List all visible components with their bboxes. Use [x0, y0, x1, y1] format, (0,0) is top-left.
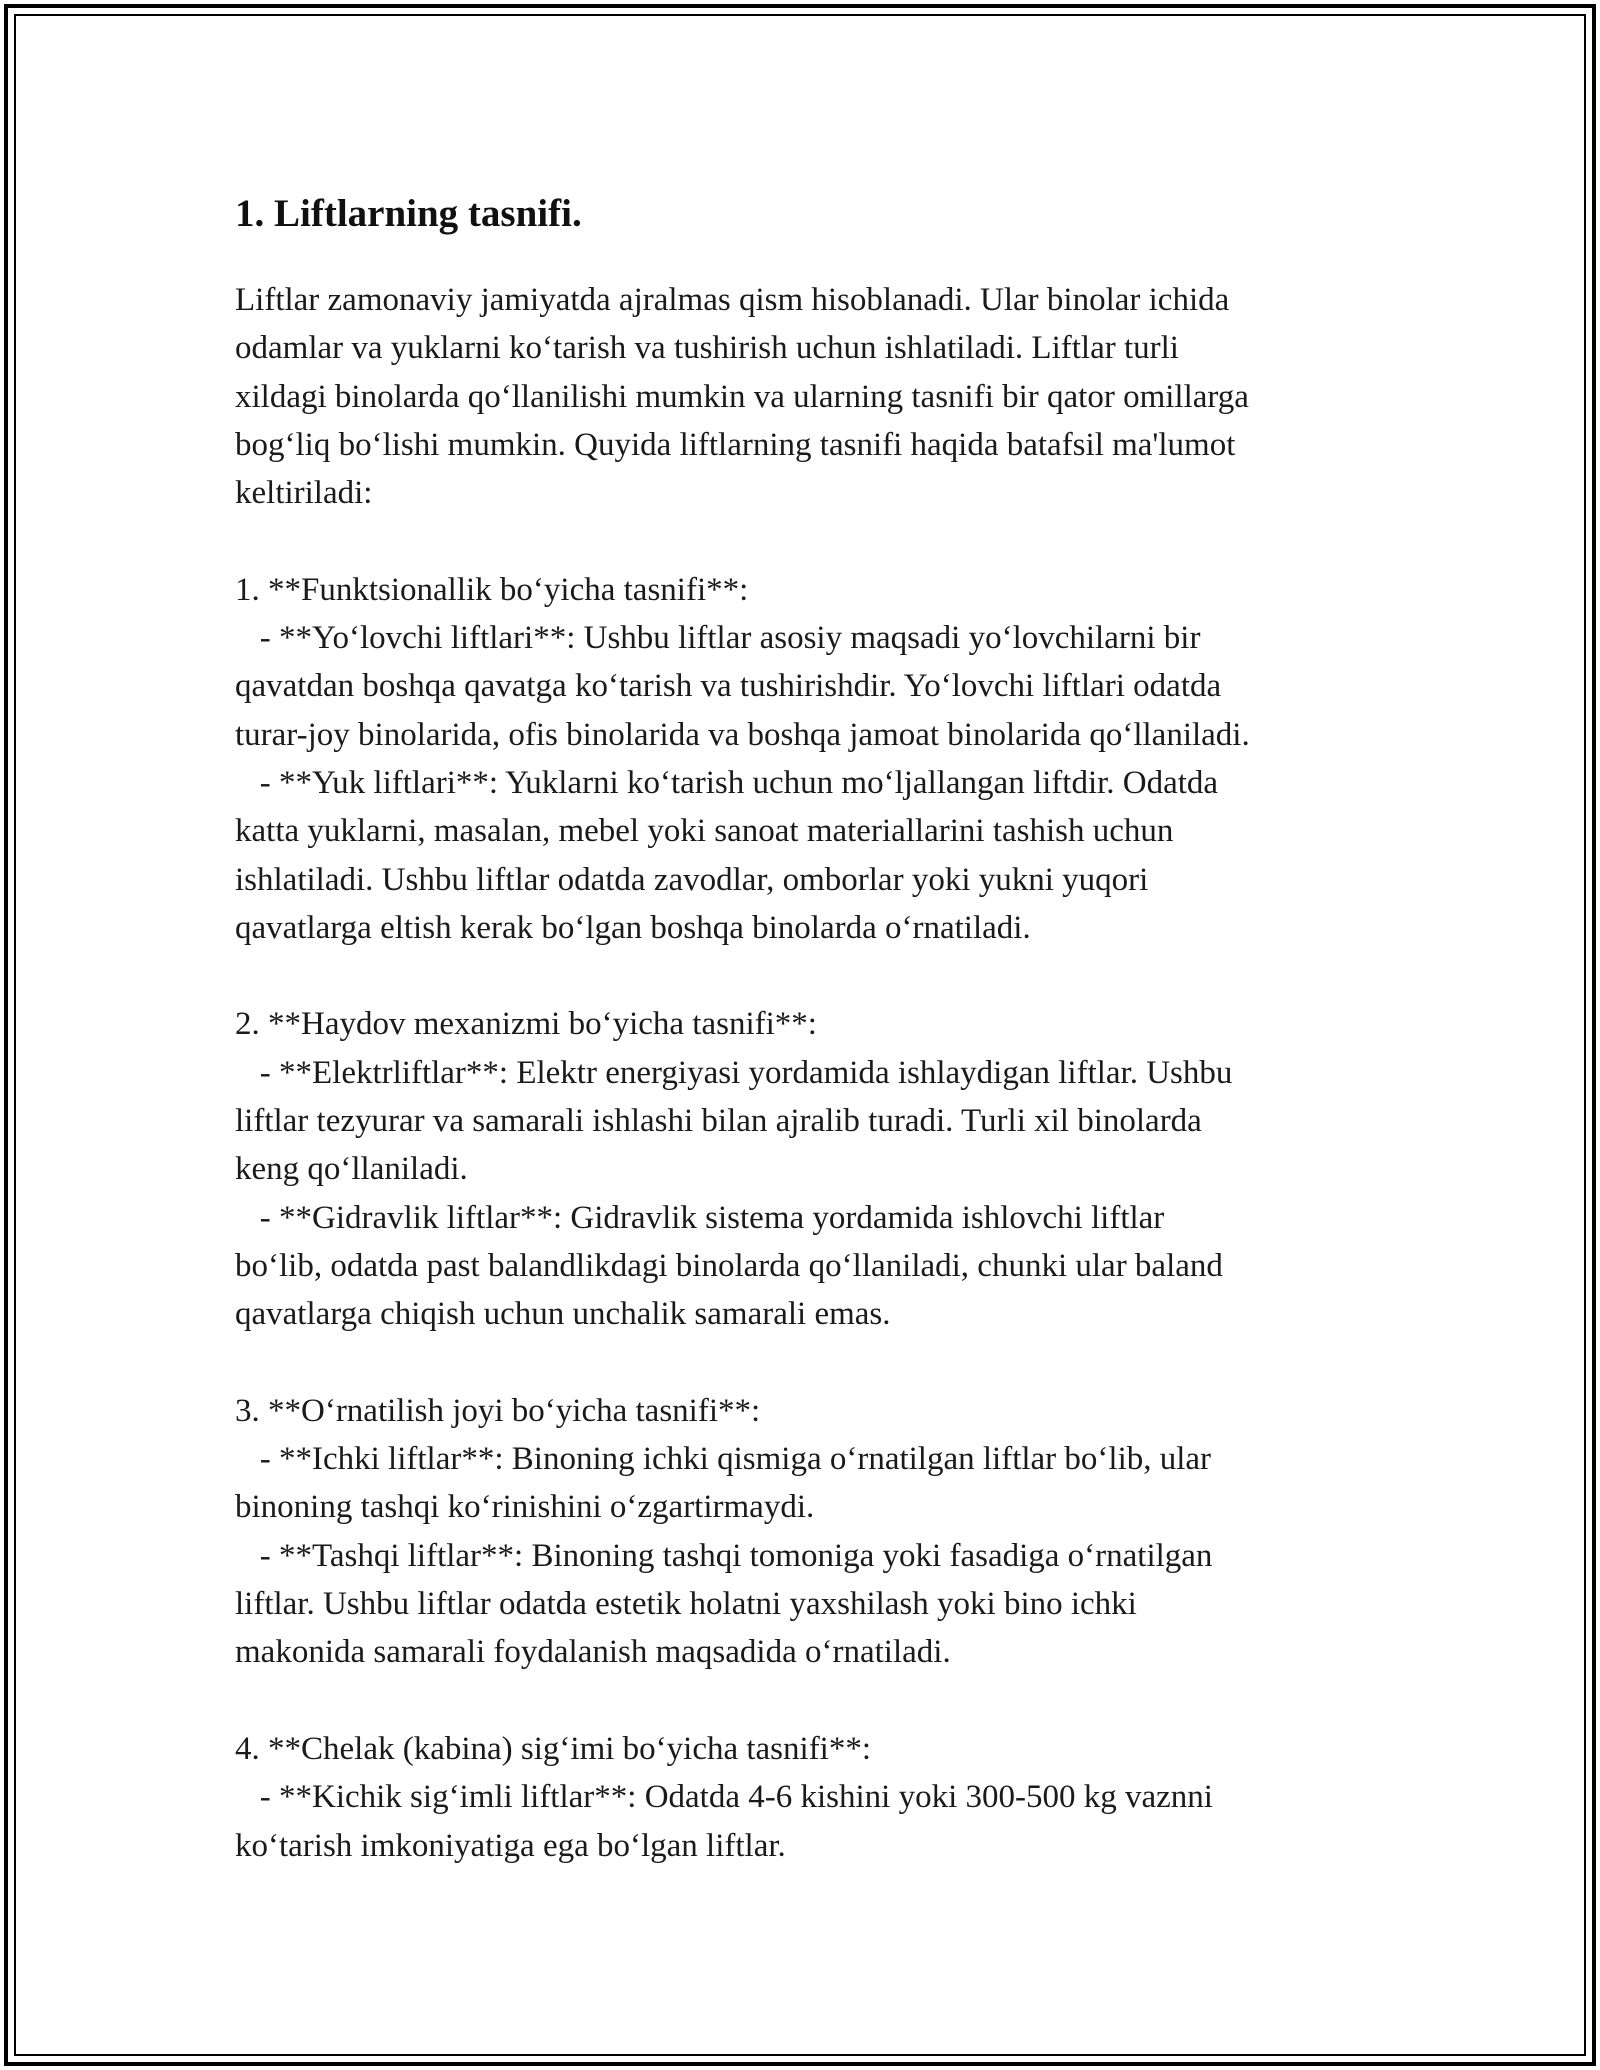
text-line: turar-joy binolarida, ofis binolarida va boshqa jamoat binolarida qo‘llaniladi. [235, 716, 1250, 753]
blank-line [235, 517, 1375, 565]
text-line: bo‘lib, odatda past balandlikdagi binolarda qo‘llaniladi, chunki ular baland [235, 1247, 1223, 1284]
text-line: Liftlar zamonaviy jamiyatda ajralmas qism hisoblanadi. Ular binolar ichida [235, 282, 1230, 318]
text-line: katta yuklarni, masalan, mebel yoki sanoat materiallarini tashish uchun [235, 813, 1174, 850]
text-line: - **Yo‘lovchi liftlari**: Ushbu liftlar asosiy maqsadi yo‘lovchilarni bir [259, 620, 1201, 657]
text-line: - **Ichki liftlar**: Binoning ichki qismiga o‘rnatilgan liftlar bo‘lib, ular [259, 1441, 1212, 1478]
text-line: qavatdan boshqa qavatga ko‘tarish va tushirishdir. Yo‘lovchi liftlari odatda [235, 668, 1222, 705]
text-line: - **Yuk liftlari**: Yuklarni ko‘tarish uchun mo‘ljallangan liftdir. Odatda [259, 764, 1219, 801]
text-line: ishlatiladi. Ushbu liftlar odatda zavodlar, omborlar yoki yukni yuqori [235, 861, 1149, 898]
text-line: 2. **Haydov mexanizmi bo‘yicha tasnifi**: [235, 1006, 817, 1043]
text-line: 1. **Funktsionallik bo‘yicha tasnifi**: [235, 571, 749, 608]
text-line: xildagi binolarda qo‘llanilishi mumkin va ularning tasnifi bir qator omillarga [235, 378, 1249, 415]
text-line: odamlar va yuklarni ko‘tarish va tushirish uchun ishlatiladi. Liftlar turli [235, 330, 1179, 367]
text-line: - **Kichik sig‘imli liftlar**: Odatda 4-6 kishini yoki 300-500 kg vaznni [259, 1779, 1213, 1816]
text-line: 3. **O‘rnatilish joyi bo‘yicha tasnifi**: [235, 1392, 761, 1429]
document-page [235, 188, 1375, 1870]
text-line: - **Tashqi liftlar**: Binoning tashqi tomoniga yoki fasadiga o‘rnatilgan [259, 1537, 1213, 1574]
text-line: ko‘tarish imkoniyatiga ega bo‘lgan liftlar. [235, 1827, 786, 1864]
blank-line [235, 952, 1375, 1000]
text-line: keng qo‘llaniladi. [235, 1151, 468, 1188]
text-line: liftlar tezyurar va samarali ishlashi bilan ajralib turadi. Turli xil binolarda [235, 1103, 1202, 1140]
text-line: binoning tashqi ko‘rinishini o‘zgartirmaydi. [235, 1489, 815, 1526]
text-line: - **Elektrliftlar**: Elektr energiyasi yordamida ishlaydigan liftlar. Ushbu [259, 1054, 1233, 1091]
blank-line [235, 1677, 1375, 1725]
text-line: bog‘liq bo‘lishi mumkin. Quyida liftlarning tasnifi haqida batafsil ma'lumot [235, 426, 1236, 463]
text-line: 4. **Chelak (kabina) sig‘imi bo‘yicha tasnifi**: [235, 1730, 872, 1767]
text-line: qavatlarga eltish kerak bo‘lgan boshqa binolarda o‘rnatiladi. [235, 909, 1031, 946]
document-body [235, 276, 1375, 1870]
text-line: keltiriladi: [235, 475, 373, 512]
text-line: makonida samarali foydalanish maqsadida o‘rnatiladi. [235, 1634, 951, 1671]
text-line: qavatlarga chiqish uchun unchalik samarali emas. [235, 1296, 891, 1333]
blank-line [235, 1339, 1375, 1387]
document-title: 1. Liftlarning tasnifi. [235, 192, 582, 235]
text-line: - **Gidravlik liftlar**: Gidravlik sistema yordamida ishlovchi liftlar [259, 1199, 1165, 1236]
text-line: liftlar. Ushbu liftlar odatda estetik holatni yaxshilash yoki bino ichki [235, 1586, 1137, 1623]
